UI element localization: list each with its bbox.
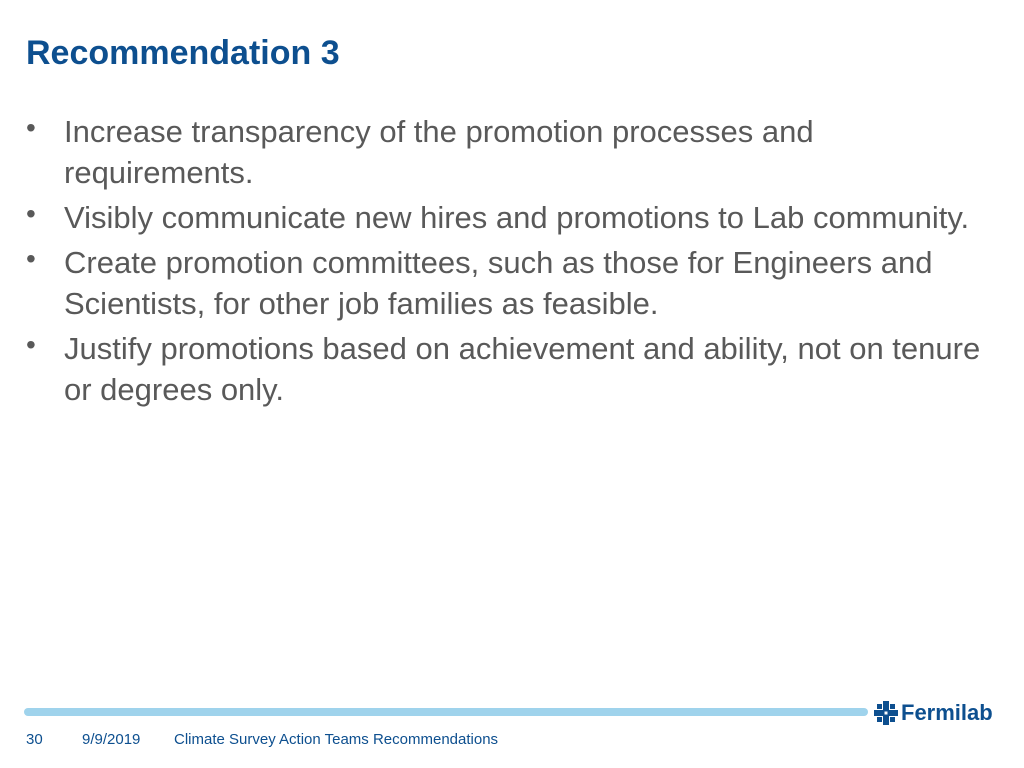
- slide-title: Recommendation 3: [26, 34, 340, 72]
- bullet-item: [26, 328, 986, 410]
- footer-date: 9/9/2019: [82, 731, 141, 748]
- bullet-item: [26, 111, 986, 193]
- bullet-list: [26, 111, 986, 414]
- logo-wordmark: Fermilab: [901, 700, 993, 725]
- fermilab-logo: [874, 700, 993, 726]
- bullet-item: [26, 197, 986, 238]
- bullet-dot-icon: •: [26, 243, 36, 274]
- bullet-dot-icon: •: [26, 112, 36, 143]
- bullet-text: Increase transparency of the promotion processes and requirements.: [64, 114, 814, 190]
- bullet-text: Visibly communicate new hires and promotions to Lab community.: [64, 200, 970, 235]
- bullet-text: Create promotion committees, such as those for Engineers and Scientists, for other job families as feasible.: [64, 245, 933, 321]
- footer-title: Climate Survey Action Teams Recommendations: [174, 731, 499, 748]
- footer-divider-bar: [24, 708, 868, 716]
- fermilab-logo-icon: [874, 701, 898, 725]
- bullet-dot-icon: •: [26, 329, 36, 360]
- bullet-text: Justify promotions based on achievement and ability, not on tenure or degrees only.: [64, 331, 981, 407]
- bullet-item: [26, 242, 986, 324]
- bullet-dot-icon: •: [26, 198, 36, 229]
- page-number: 30: [26, 731, 43, 748]
